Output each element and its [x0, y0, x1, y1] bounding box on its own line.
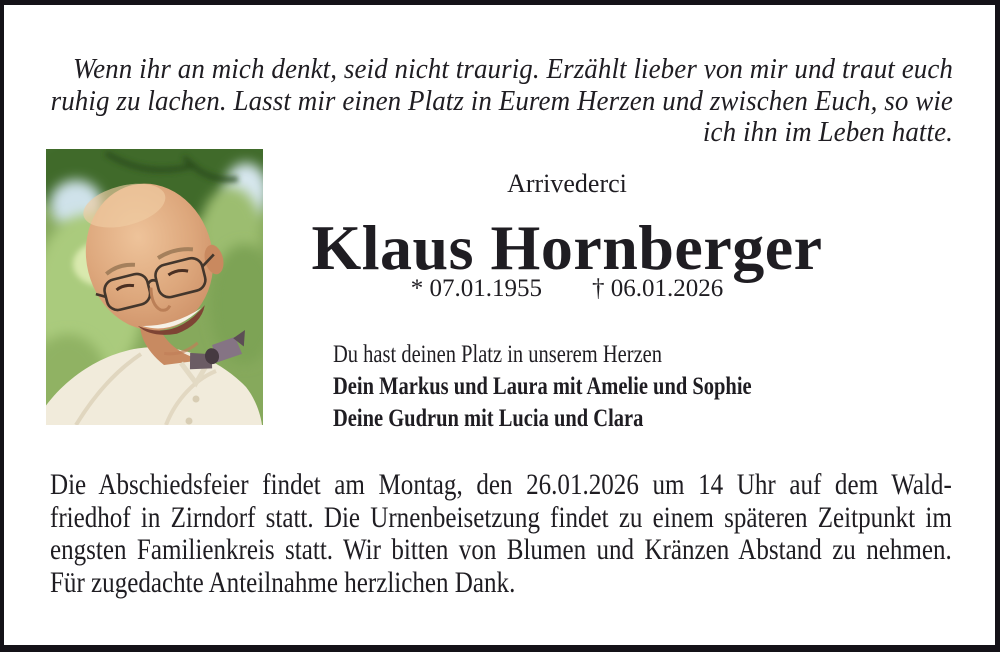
death-date: † 06.01.2026 [592, 275, 724, 302]
deceased-name: Klaus Hornberger [311, 212, 823, 283]
life-dates [302, 274, 832, 304]
memorial-quote [32, 54, 953, 149]
tribute-line: Du hast deinen Platz in unserem Herzen [333, 341, 663, 368]
quote-line: ich ihn im Leben hatte. [702, 116, 953, 148]
family-line: Deine Gudrun mit Lucia und Clara [333, 405, 644, 432]
quote-line: Wenn ihr an mich denkt, seid nicht traurig. Erzählt lieber von mir und traut euch [73, 53, 954, 85]
funeral-announcement [50, 469, 952, 599]
farewell-text: Arrivederci [507, 169, 627, 198]
portrait-photo [46, 149, 263, 425]
family-block [333, 339, 858, 435]
announcement-line: Für zugedachte Anteilnahme herzlichen Dank. [50, 565, 516, 599]
birth-date: * 07.01.1955 [410, 275, 542, 302]
quote-line: ruhig zu lachen. Lasst mir einen Platz in Eurem Herzen und zwischen Euch, so wie [50, 84, 953, 117]
announcement-line: engsten Familienkreis statt. Wir bitten von Blumen und Kränzen Abstand zu nehmen. [50, 533, 952, 566]
announcement-line: friedhof in Zirndorf statt. Die Urnenbeisetzung findet zu einem späteren Zeitpunkt im [50, 500, 952, 534]
announcement-line: Die Abschiedsfeier findet am Montag, den 26.01.2026 um 14 Uhr auf dem Wald- [50, 468, 952, 501]
family-line: Dein Markus und Laura mit Amelie und Sophie [333, 373, 752, 400]
